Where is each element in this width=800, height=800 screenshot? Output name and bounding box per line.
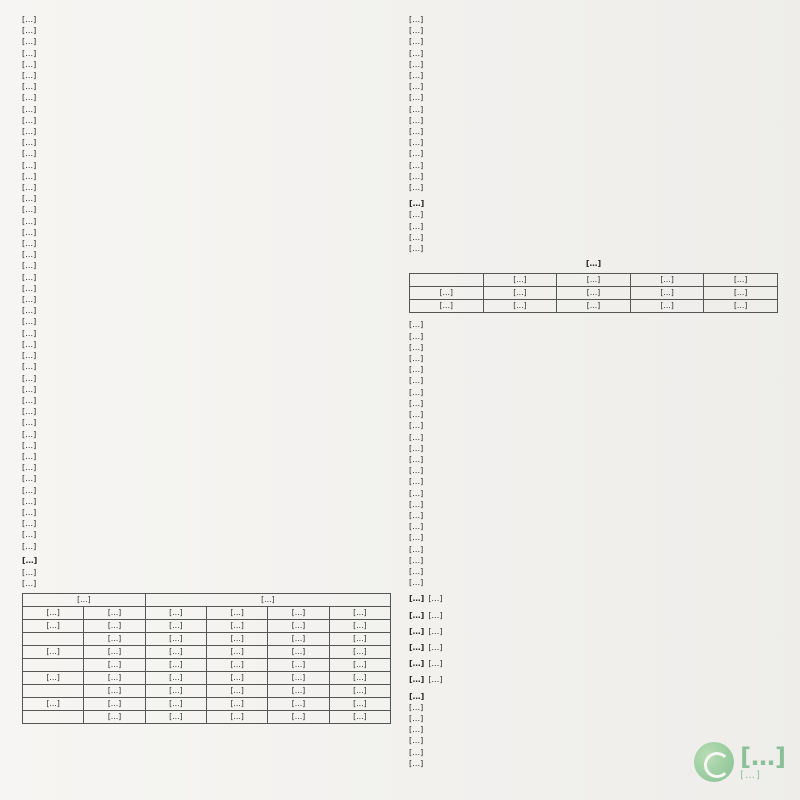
pk-header-cell: […] bbox=[630, 274, 704, 287]
pk-intro-text bbox=[409, 209, 778, 254]
table-cell: […] bbox=[145, 711, 206, 724]
body-line: […] bbox=[409, 533, 424, 543]
table-row bbox=[23, 711, 391, 724]
table-cell: […] bbox=[557, 300, 631, 313]
pk-table-title: […] bbox=[585, 259, 602, 269]
tox-subheader-cell: […] bbox=[268, 607, 329, 620]
body-line: […] bbox=[22, 127, 37, 137]
left-column bbox=[22, 14, 391, 790]
table-row bbox=[410, 300, 778, 313]
body-line: […] bbox=[22, 93, 37, 103]
body-line: […] bbox=[22, 519, 37, 529]
table-cell: […] bbox=[206, 711, 267, 724]
table-cell: […] bbox=[145, 672, 206, 685]
body-line: […] bbox=[22, 384, 37, 394]
table-cell: […] bbox=[329, 633, 390, 646]
right-body-text-mid bbox=[409, 319, 778, 588]
body-line: […] bbox=[22, 496, 37, 506]
body-line: […] bbox=[22, 171, 37, 181]
body-line: […] bbox=[22, 205, 37, 215]
table-cell: […] bbox=[329, 685, 390, 698]
watermark-name: […] bbox=[740, 742, 786, 771]
body-line: […] bbox=[409, 432, 424, 442]
body-line: […] bbox=[22, 474, 37, 484]
body-line: […] bbox=[22, 82, 37, 92]
body-line: […] bbox=[409, 566, 424, 576]
body-line: […] bbox=[22, 418, 37, 428]
table-cell: […] bbox=[483, 287, 557, 300]
table-cell: […] bbox=[206, 646, 267, 659]
body-line: […] bbox=[409, 138, 424, 148]
body-line: […] bbox=[409, 48, 424, 58]
body-line: […] bbox=[409, 26, 424, 36]
body-line: […] bbox=[409, 544, 424, 554]
section-value: […] bbox=[428, 594, 443, 604]
table-cell: […] bbox=[329, 659, 390, 672]
section-label: […] bbox=[409, 594, 425, 604]
bracket-section bbox=[409, 674, 778, 685]
table-cell: […] bbox=[23, 620, 84, 633]
pk-intro-line: […] bbox=[409, 221, 424, 231]
body-line: […] bbox=[22, 15, 37, 24]
table-cell: […] bbox=[145, 633, 206, 646]
body-line: […] bbox=[409, 387, 424, 397]
table-cell: […] bbox=[84, 659, 145, 672]
pk-header-cell: […] bbox=[483, 274, 557, 287]
section-label: […] bbox=[409, 675, 425, 685]
toxicity-subheading: […] bbox=[22, 567, 37, 577]
body-line: […] bbox=[409, 171, 424, 181]
table-cell: […] bbox=[206, 620, 267, 633]
manufacturer-line: […] bbox=[409, 747, 424, 757]
bracket-section bbox=[409, 593, 778, 604]
body-line: […] bbox=[22, 429, 37, 439]
table-cell: […] bbox=[84, 685, 145, 698]
bracket-section bbox=[409, 626, 778, 637]
table-cell: […] bbox=[145, 698, 206, 711]
body-line: […] bbox=[22, 463, 37, 473]
tox-header-route: […] bbox=[145, 594, 390, 607]
body-line: […] bbox=[409, 127, 424, 137]
body-line: […] bbox=[22, 227, 37, 237]
table-row bbox=[23, 659, 391, 672]
section-label: […] bbox=[409, 626, 425, 636]
section-label: […] bbox=[409, 659, 425, 669]
body-line: […] bbox=[22, 451, 37, 461]
table-cell: […] bbox=[329, 711, 390, 724]
left-body-text bbox=[22, 14, 391, 552]
section-label: […] bbox=[409, 610, 425, 620]
body-line: […] bbox=[22, 339, 37, 349]
body-line: […] bbox=[409, 477, 424, 487]
pharmacokinetics-table bbox=[409, 273, 778, 313]
body-line: […] bbox=[22, 26, 37, 36]
body-line: […] bbox=[409, 183, 424, 193]
manufacturer-line: […] bbox=[409, 736, 424, 746]
table-cell: […] bbox=[268, 659, 329, 672]
body-line: […] bbox=[409, 499, 424, 509]
bracket-sections bbox=[409, 593, 778, 685]
body-line: […] bbox=[22, 261, 37, 271]
table-cell: […] bbox=[206, 659, 267, 672]
body-line: […] bbox=[22, 239, 37, 249]
toxicity-caption: […] bbox=[22, 579, 37, 589]
body-line: […] bbox=[22, 149, 37, 159]
table-row bbox=[23, 685, 391, 698]
table-cell: […] bbox=[23, 646, 84, 659]
table-cell: […] bbox=[206, 672, 267, 685]
table-cell bbox=[23, 633, 84, 646]
body-line: […] bbox=[409, 488, 424, 498]
body-line: […] bbox=[22, 194, 37, 204]
section-value: […] bbox=[428, 659, 443, 669]
acute-toxicity-table bbox=[22, 593, 391, 724]
pk-header-cell: […] bbox=[704, 274, 778, 287]
body-line: […] bbox=[22, 160, 37, 170]
table-cell: […] bbox=[84, 633, 145, 646]
body-line: […] bbox=[22, 362, 37, 372]
body-line: […] bbox=[22, 530, 37, 540]
table-row bbox=[23, 620, 391, 633]
body-line: […] bbox=[409, 331, 424, 341]
site-watermark bbox=[694, 742, 786, 782]
body-line: […] bbox=[409, 421, 424, 431]
body-line: […] bbox=[22, 395, 37, 405]
table-cell: […] bbox=[23, 672, 84, 685]
table-cell: […] bbox=[630, 300, 704, 313]
body-line: […] bbox=[22, 485, 37, 495]
table-cell bbox=[23, 659, 84, 672]
body-line: […] bbox=[22, 37, 37, 47]
body-line: […] bbox=[409, 149, 424, 159]
body-line: […] bbox=[22, 59, 37, 69]
body-line: […] bbox=[409, 578, 424, 588]
table-cell: […] bbox=[704, 287, 778, 300]
table-cell: […] bbox=[268, 698, 329, 711]
right-column bbox=[409, 14, 778, 790]
body-line: […] bbox=[409, 342, 424, 352]
tox-subheader-cell: […] bbox=[84, 607, 145, 620]
manufacturer-line: […] bbox=[409, 758, 424, 768]
table-cell: […] bbox=[410, 287, 484, 300]
right-body-text-top bbox=[409, 14, 778, 193]
body-line: […] bbox=[409, 82, 424, 92]
body-line: […] bbox=[409, 365, 424, 375]
body-line: […] bbox=[409, 104, 424, 114]
body-line: […] bbox=[409, 115, 424, 125]
bracket-section bbox=[409, 610, 778, 621]
table-cell: […] bbox=[145, 685, 206, 698]
body-line: […] bbox=[409, 410, 424, 420]
body-line: […] bbox=[409, 93, 424, 103]
pk-intro-line: […] bbox=[409, 232, 424, 242]
manufacturer-line: […] bbox=[409, 725, 424, 735]
body-line: […] bbox=[409, 59, 424, 69]
section-value: […] bbox=[428, 626, 443, 636]
watermark-url: […] bbox=[740, 769, 761, 781]
tox-subheader-cell: […] bbox=[206, 607, 267, 620]
manufacturer-heading: […] bbox=[409, 691, 425, 701]
pk-section-heading: […] bbox=[409, 199, 425, 209]
body-line: […] bbox=[409, 522, 424, 532]
table-cell: […] bbox=[268, 672, 329, 685]
pk-intro-line: […] bbox=[409, 210, 424, 220]
table-cell: […] bbox=[704, 300, 778, 313]
table-cell: […] bbox=[206, 633, 267, 646]
body-line: […] bbox=[409, 466, 424, 476]
body-line: […] bbox=[22, 507, 37, 517]
manufacturer-line: […] bbox=[409, 713, 424, 723]
body-line: […] bbox=[409, 454, 424, 464]
table-cell: […] bbox=[84, 672, 145, 685]
tox-subheader-cell: […] bbox=[23, 607, 84, 620]
table-cell: […] bbox=[23, 698, 84, 711]
body-line: […] bbox=[409, 37, 424, 47]
table-cell: […] bbox=[145, 646, 206, 659]
tox-header-animal: […] bbox=[23, 594, 146, 607]
table-cell: […] bbox=[145, 620, 206, 633]
body-line: […] bbox=[409, 510, 424, 520]
table-cell: […] bbox=[329, 620, 390, 633]
table-cell: […] bbox=[145, 659, 206, 672]
tox-subheader-cell: […] bbox=[329, 607, 390, 620]
table-cell: […] bbox=[268, 633, 329, 646]
table-row bbox=[410, 287, 778, 300]
pk-header-cell: […] bbox=[557, 274, 631, 287]
tox-subheader-cell: […] bbox=[145, 607, 206, 620]
table-cell: […] bbox=[84, 698, 145, 711]
table-cell: […] bbox=[329, 698, 390, 711]
table-cell: […] bbox=[84, 620, 145, 633]
bracket-section bbox=[409, 658, 778, 669]
table-row bbox=[23, 698, 391, 711]
table-cell: […] bbox=[268, 646, 329, 659]
body-line: […] bbox=[409, 160, 424, 170]
body-line: […] bbox=[22, 216, 37, 226]
toxicity-heading: […] bbox=[22, 555, 38, 565]
pk-intro-line: […] bbox=[409, 244, 424, 254]
body-line: […] bbox=[22, 250, 37, 260]
body-line: […] bbox=[409, 555, 424, 565]
table-cell: […] bbox=[84, 646, 145, 659]
body-line: […] bbox=[22, 317, 37, 327]
table-row bbox=[23, 646, 391, 659]
table-cell: […] bbox=[329, 672, 390, 685]
body-line: […] bbox=[22, 138, 37, 148]
table-row bbox=[23, 672, 391, 685]
body-line: […] bbox=[22, 541, 37, 551]
section-value: […] bbox=[428, 642, 443, 652]
body-line: […] bbox=[22, 48, 37, 58]
section-value: […] bbox=[428, 675, 443, 685]
table-cell: […] bbox=[268, 685, 329, 698]
body-line: […] bbox=[409, 320, 424, 330]
section-value: […] bbox=[428, 610, 443, 620]
table-cell: […] bbox=[206, 685, 267, 698]
body-line: […] bbox=[409, 354, 424, 364]
body-line: […] bbox=[22, 328, 37, 338]
body-line: […] bbox=[409, 376, 424, 386]
body-line: […] bbox=[409, 15, 424, 24]
body-line: […] bbox=[22, 104, 37, 114]
table-cell: […] bbox=[206, 698, 267, 711]
table-cell: […] bbox=[268, 711, 329, 724]
body-line: […] bbox=[409, 443, 424, 453]
section-label: […] bbox=[409, 642, 425, 652]
body-line: […] bbox=[409, 71, 424, 81]
body-line: […] bbox=[22, 295, 37, 305]
body-line: […] bbox=[22, 351, 37, 361]
body-line: […] bbox=[409, 398, 424, 408]
body-line: […] bbox=[22, 283, 37, 293]
table-cell: […] bbox=[268, 620, 329, 633]
body-line: […] bbox=[22, 306, 37, 316]
table-cell: […] bbox=[410, 300, 484, 313]
table-cell bbox=[23, 711, 84, 724]
table-row bbox=[23, 633, 391, 646]
table-cell: […] bbox=[557, 287, 631, 300]
manufacturer-line: […] bbox=[409, 702, 424, 712]
table-cell: […] bbox=[483, 300, 557, 313]
watermark-logo-icon bbox=[694, 742, 734, 782]
body-line: […] bbox=[22, 183, 37, 193]
body-line: […] bbox=[22, 373, 37, 383]
table-cell: […] bbox=[329, 646, 390, 659]
body-line: […] bbox=[22, 115, 37, 125]
bracket-section bbox=[409, 642, 778, 653]
table-cell bbox=[23, 685, 84, 698]
body-line: […] bbox=[22, 440, 37, 450]
pk-header-cell bbox=[410, 274, 484, 287]
table-cell: […] bbox=[84, 711, 145, 724]
body-line: […] bbox=[22, 71, 37, 81]
body-line: […] bbox=[22, 407, 37, 417]
table-cell: […] bbox=[630, 287, 704, 300]
body-line: […] bbox=[22, 272, 37, 282]
